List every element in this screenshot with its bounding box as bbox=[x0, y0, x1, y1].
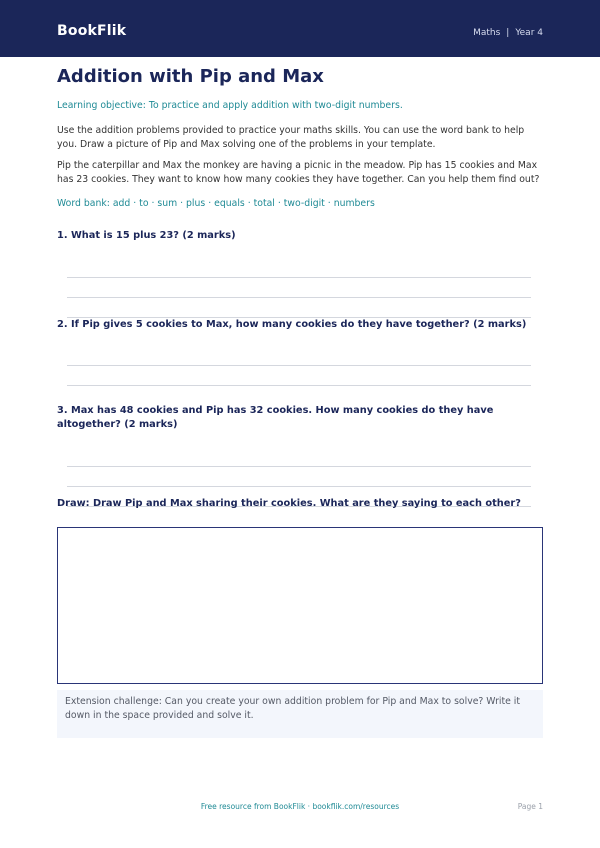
draw-prompt: Draw: Draw Pip and Max sharing their cookies. What are they saying to each other? bbox=[57, 498, 521, 509]
subject-label: Maths bbox=[473, 28, 501, 38]
year-label: Year 4 bbox=[515, 28, 543, 38]
answer-line[interactable] bbox=[67, 385, 531, 386]
page-title: Addition with Pip and Max bbox=[57, 66, 324, 87]
learning-objective: Learning objective: To practice and apply addition with two-digit numbers. bbox=[57, 100, 403, 111]
instructions-paragraph: Use the addition problems provided to practice your maths skills. You can use the word bank to help you. Draw a picture of Pip and Max solving one of the problems in your template. bbox=[57, 125, 525, 150]
page-header bbox=[0, 0, 600, 57]
question-1: 1. What is 15 plus 23? (2 marks) bbox=[57, 230, 236, 241]
answer-line[interactable] bbox=[67, 466, 531, 467]
answer-line[interactable] bbox=[67, 277, 531, 278]
extension-challenge: Extension challenge: Can you create your own addition problem for Pip and Max to solve? Write it down in the space provided and solve it. bbox=[57, 690, 543, 738]
story-paragraph: Pip the caterpillar and Max the monkey are having a picnic in the meadow. Pip has 15 cookies and Max has 23 cookies. They want to know how many cookies they have together. Can you help them find out? bbox=[57, 160, 540, 185]
question-2: 2. If Pip gives 5 cookies to Max, how many cookies do they have together? (2 marks) bbox=[57, 319, 527, 330]
meta-separator: | bbox=[506, 28, 510, 38]
drawing-area[interactable] bbox=[57, 527, 543, 684]
answer-line[interactable] bbox=[67, 486, 531, 487]
subject-year-label bbox=[473, 28, 543, 38]
brand-logo[interactable]: BookFlik bbox=[57, 23, 127, 39]
word-bank: Word bank: add · to · sum · plus · equals · total · two-digit · numbers bbox=[57, 198, 375, 209]
page-number: Page 1 bbox=[517, 802, 543, 811]
footer-credit[interactable]: Free resource from BookFlik · bookflik.com/resources bbox=[200, 802, 400, 811]
question-3: 3. Max has 48 cookies and Pip has 32 cookies. How many cookies do they have altogether? (2 marks) bbox=[57, 405, 494, 430]
answer-line[interactable] bbox=[67, 297, 531, 298]
answer-line[interactable] bbox=[67, 365, 531, 366]
